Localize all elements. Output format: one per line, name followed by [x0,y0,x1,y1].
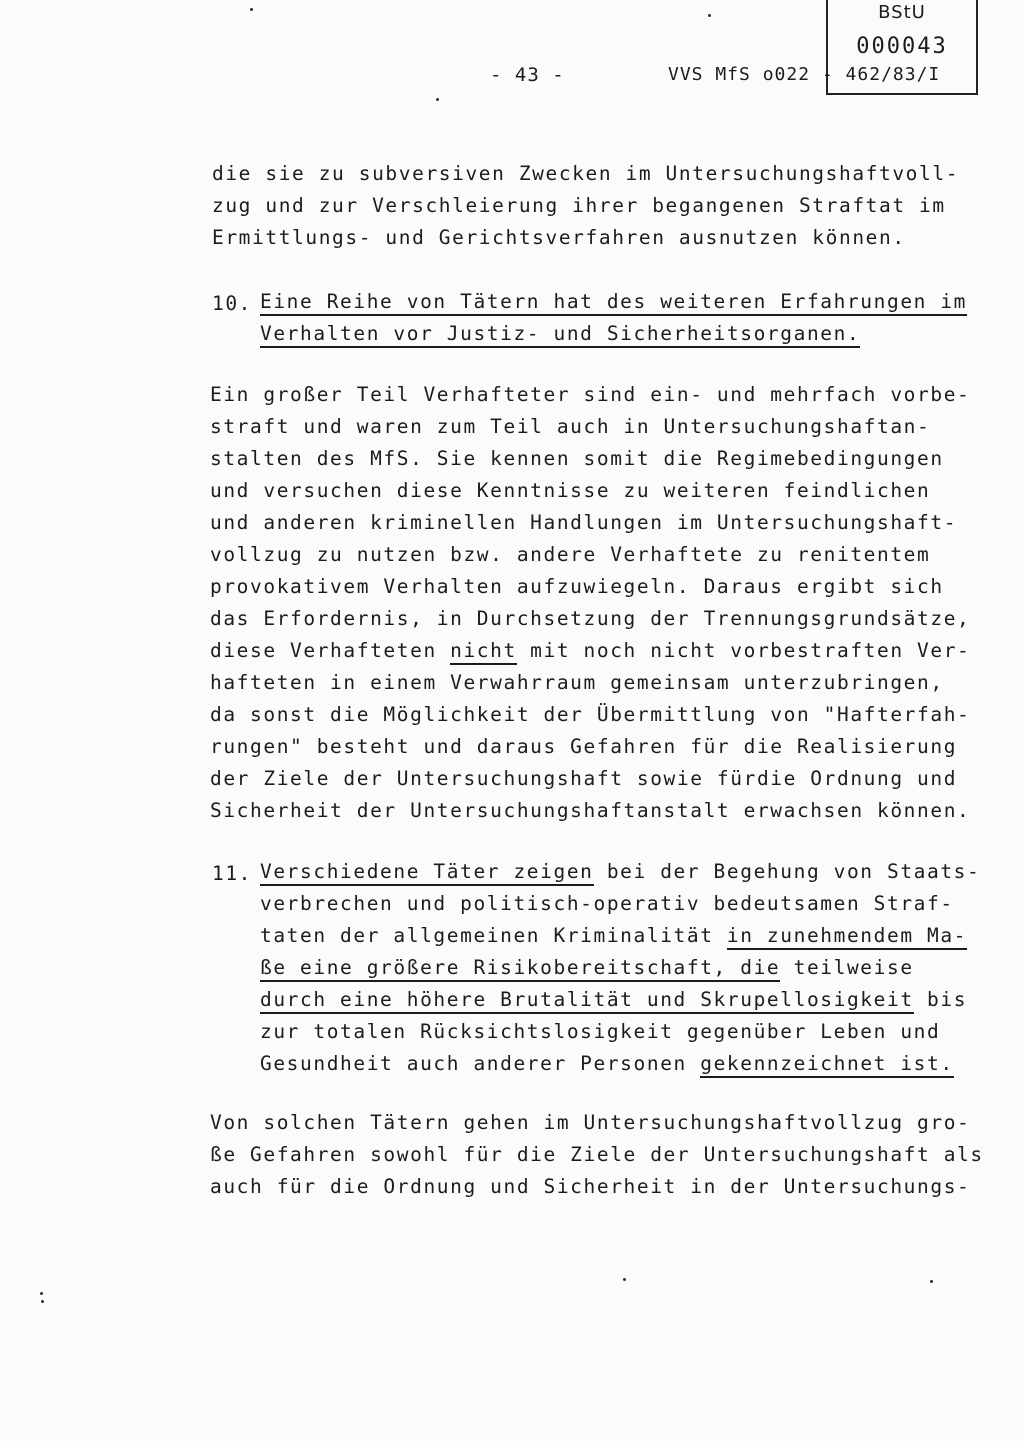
text-line [210,641,970,661]
text-line [260,990,967,1010]
document-reference: VVS MfS o022 - 462/83/I [668,64,941,85]
text-segment: mit noch nicht vorbestraften Ver- [530,639,971,662]
item-heading-line [260,324,860,344]
text-line [260,926,967,946]
text-segment: Gesundheit auch anderer Personen [260,1052,701,1075]
underlined-text: gekennzeichnet ist. [700,1052,953,1078]
text-line: straft und waren zum Teil auch in Untersuchungshaftan- [210,415,931,438]
text-line: der Ziele der Untersuchungshaft sowie fürdie Ordnung und [210,767,958,790]
text-line: und versuchen diese Kenntnisse zu weiteren feindlichen [210,479,931,502]
text-line: vollzug zu nutzen bzw. andere Verhaftete zu renitentem [210,543,931,566]
item-number: 11. [212,862,253,885]
underlined-text: ße eine größere Risikobereitschaft, die [260,956,780,982]
scan-speck [41,1300,44,1303]
scan-speck [623,1278,626,1281]
underlined-text: in zunehmendem Ma- [727,924,967,950]
text-line: auch für die Ordnung und Sicherheit in der Untersuchungs- [210,1175,971,1198]
scan-speck [436,98,439,101]
text-segment: bis [913,988,968,1011]
text-line: ße Gefahren sowohl für die Ziele der Untersuchungshaft als [210,1143,984,1166]
underlined-text: durch eine höhere Brutalität und Skrupellosigkeit [260,988,914,1014]
text-line: provokativem Verhalten aufzuwiegeln. Daraus ergibt sich [210,575,944,598]
item-number: 10. [212,292,253,315]
text-line: stalten des MfS. Sie kennen somit die Regimebedingungen [210,447,944,470]
text-segment: teilweise [780,956,914,979]
text-line: zug und zur Verschleierung ihrer begangenen Straftat im [212,194,946,217]
text-line [260,862,980,882]
text-line: Ermittlungs- und Gerichtsverfahren ausnutzen können. [212,226,906,249]
text-segment: bei der Begehung von Staats- [593,860,981,883]
scan-speck [708,14,711,17]
text-line: rungen" besteht und daraus Gefahren für die Realisierung [210,735,958,758]
page-number: - 43 - [490,64,565,86]
text-line: die sie zu subversiven Zwecken im Untersuchungshaftvoll- [212,162,960,185]
text-line: Von solchen Tätern gehen im Untersuchungshaftvollzug gro- [210,1111,971,1134]
text-line: Ein großer Teil Verhafteter sind ein- und mehrfach vorbe- [210,383,971,406]
underlined-text: Eine Reihe von Tätern hat des weiteren Erfahrungen im [260,290,967,316]
text-line: zur totalen Rücksichtslosigkeit gegenüber Leben und [260,1020,941,1043]
text-line [260,1054,954,1074]
underlined-text: Verschiedene Täter zeigen [260,860,594,886]
text-line: da sonst die Möglichkeit der Übermittlung von "Hafterfah- [210,703,971,726]
text-line: verbrechen und politisch-operativ bedeutsamen Straf- [260,892,954,915]
text-line [260,958,914,978]
text-line: Sicherheit der Untersuchungshaftanstalt erwachsen können. [210,799,971,822]
text-line: hafteten in einem Verwahrraum gemeinsam unterzubringen, [210,671,944,694]
underlined-text: Verhalten vor Justiz- und Sicherheitsorganen. [260,322,860,348]
text-line: das Erfordernis, in Durchsetzung der Trennungsgrundsätze, [210,607,971,630]
stamp-number: 000043 [856,34,948,59]
stamp-org: BStU [878,2,926,23]
text-segment: taten der allgemeinen Kriminalität [260,924,727,947]
text-line: und anderen kriminellen Handlungen im Untersuchungshaft- [210,511,958,534]
scan-speck [40,1292,43,1295]
scan-speck [250,8,253,11]
text-segment: diese Verhafteten [210,639,437,662]
item-heading-line [260,292,967,312]
underlined-text: nicht [450,639,517,665]
scan-speck [930,1280,933,1283]
